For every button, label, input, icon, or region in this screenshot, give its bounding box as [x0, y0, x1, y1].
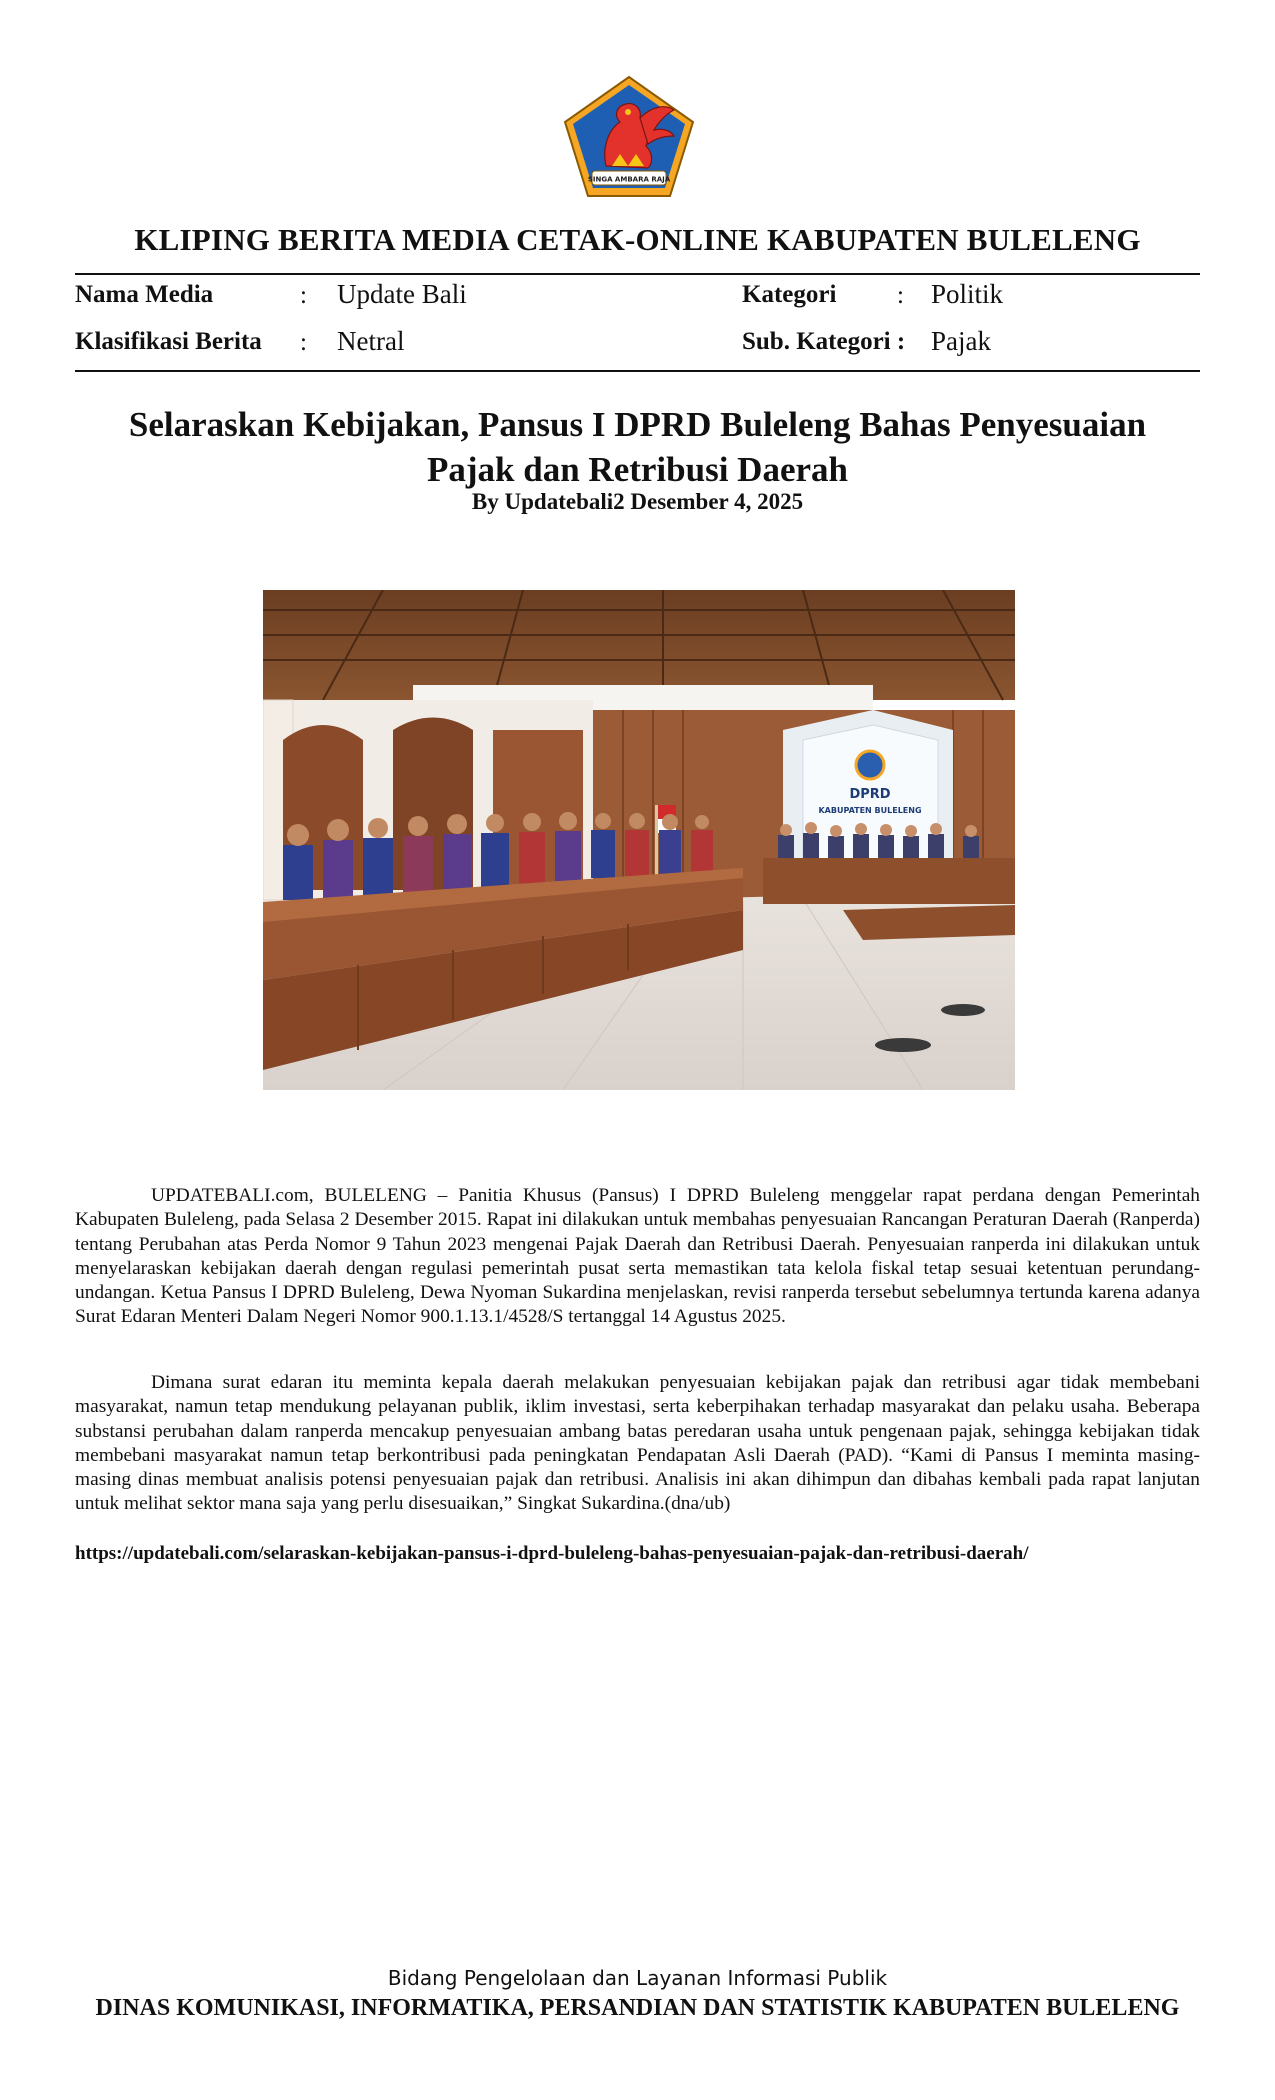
article-photo — [263, 590, 1015, 1090]
meeting-room-photo — [263, 590, 1015, 1090]
header-bottom-rule — [75, 370, 1200, 372]
header-top-rule — [75, 273, 1200, 275]
footer-subtitle: Bidang Pengelolaan dan Layanan Informasi Publik — [387, 1966, 888, 1990]
article-paragraph-2: Dimana surat edaran itu meminta kepala daerah melakukan penyesuaian kebijakan pajak dan retribusi agar tidak membebani masyarakat, namun tetap mendukung pelayanan publik, iklim investasi, serta keberpihakan terhadap masyarakat dan pelaku usaha. Beberapa substansi perubahan dalam ranperda mencakup penyesuaian ambang batas peredaran usaha untuk pengenaan pajak, sehingga kebijakan tidak membebani masyarakat namun tetap berkontribusi pada peningkatan Pendapatan Asli Daerah (PAD). “Kami di Pansus I meminta masing-masing dinas membuat analisis potensi penyesuaian pajak dan retribusi. Analisis ini akan dihimpun dan dibahas kembali pada rapat lanjutan untuk melihat sektor mana saja yang perlu disesuaikan,” Singkat Sukardina.(dna/ub) — [75, 1372, 1200, 1515]
category-label: Kategori — [742, 281, 837, 308]
source-url-link[interactable]: https://updatebali.com/selaraskan-kebijakan-pansus-i-dprd-buleleng-bahas-penyesuaian-pajak-dan-retribusi-daerah/ — [75, 1543, 1029, 1564]
media-name-label: Nama Media — [75, 281, 214, 308]
photo-sign-regency: KABUPATEN BULELENG — [818, 806, 922, 815]
headline-line-2: Pajak dan Retribusi Daerah — [427, 450, 848, 489]
photo-sign-dprd: DPRD — [849, 787, 891, 802]
headline-line-1: Selaraskan Kebijakan, Pansus I DPRD Buleleng Bahas Penyesuaian — [128, 405, 1147, 444]
category-colon: : — [897, 282, 904, 309]
classification-label: Klasifikasi Berita — [75, 328, 262, 355]
article-paragraph-1: UPDATEBALI.com, BULELENG – Panitia Khusus (Pansus) I DPRD Buleleng menggelar rapat perdana dengan Pemerintah Kabupaten Buleleng, pada Selasa 2 Desember 2015. Rapat ini dilakukan untuk membahas penyesuaian Rancangan Peraturan Daerah (Ranperda) tentang Perubahan atas Perda Nomor 9 Tahun 2023 mengenai Pajak Daerah dan Retribusi Daerah. Penyesuaian ranperda ini dilakukan untuk menyelaraskan kebijakan daerah dengan regulasi pemerintah pusat serta memastikan tata kelola fiskal tetap sesuai ketentuan perundang-undangan. Ketua Pansus I DPRD Buleleng, Dewa Nyoman Sukardina menjelaskan, revisi ranperda tersebut sebelumnya tertunda karena adanya Surat Edaran Menteri Dalam Negeri Nomor 900.1.13.1/4528/S tertanggal 14 Agustus 2025. — [75, 1185, 1200, 1328]
classification-value: Netral — [337, 326, 405, 356]
footer-title: DINAS KOMUNIKASI, INFORMATIKA, PERSANDIAN DAN STATISTIK KABUPATEN BULELENG — [95, 1995, 1180, 2021]
page-title: KLIPING BERITA MEDIA CETAK-ONLINE KABUPATEN BULELENG — [134, 222, 1141, 257]
article-headline — [80, 402, 1195, 492]
subcategory-label: Sub. Kategori : — [742, 328, 906, 355]
category-value: Politik — [931, 279, 1004, 309]
logo-motto-text: SINGA AMBARA RAJA — [587, 175, 671, 184]
classification-colon: : — [300, 329, 307, 356]
media-name-colon: : — [300, 282, 307, 309]
subcategory-value: Pajak — [931, 326, 991, 356]
buleleng-regency-logo — [562, 74, 696, 200]
media-name-value: Update Bali — [337, 279, 467, 309]
article-byline: By Updatebali2 Desember 4, 2025 — [471, 489, 804, 514]
